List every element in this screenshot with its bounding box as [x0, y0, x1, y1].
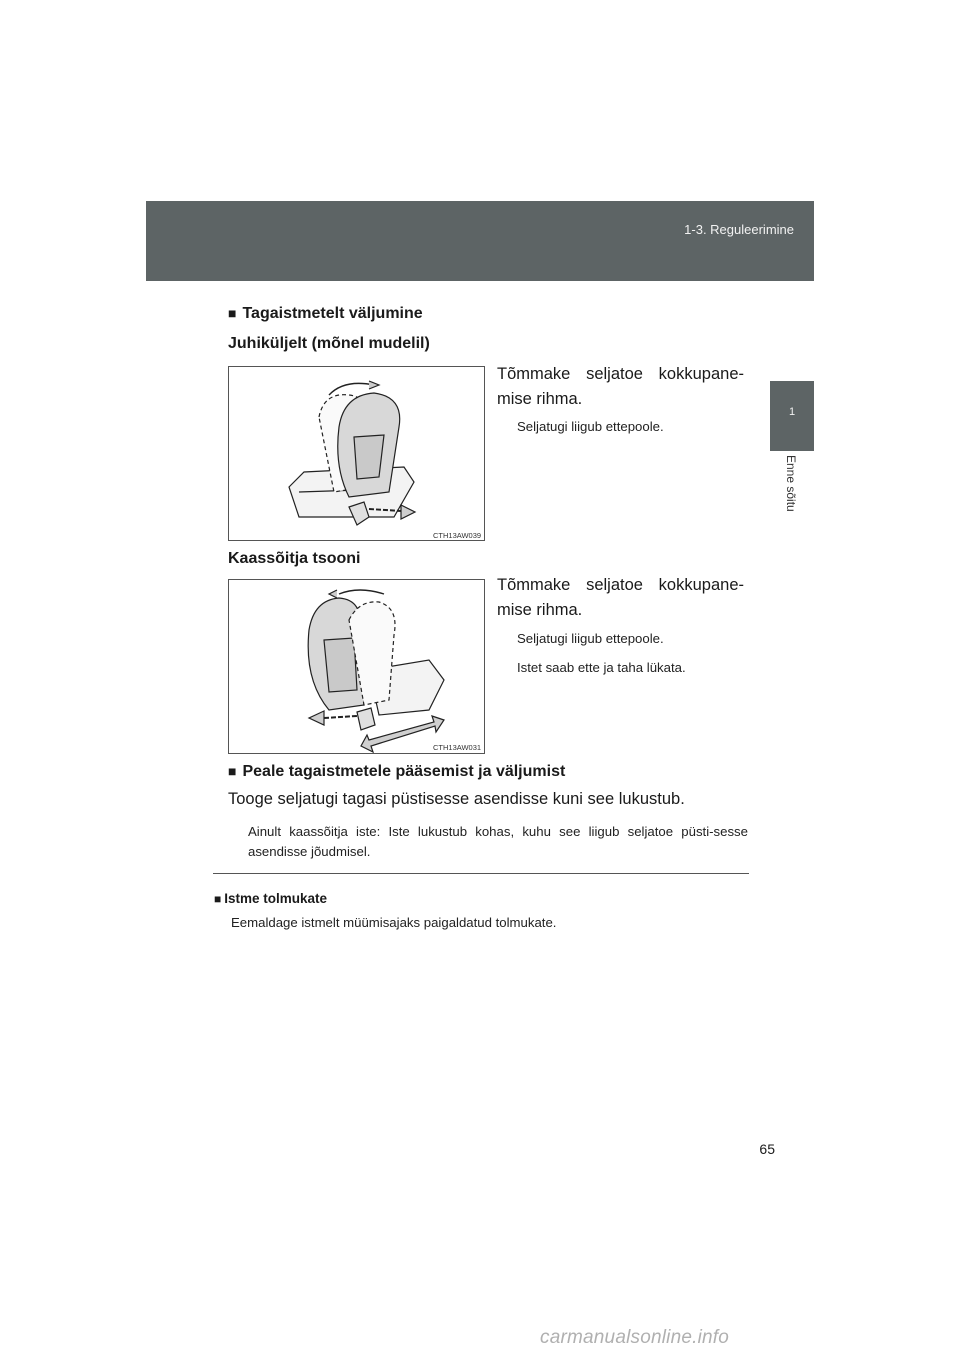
section-heading-text: Tagaistmetelt väljumine	[242, 305, 423, 322]
page-number: 65	[759, 1141, 775, 1157]
section-heading-2	[228, 763, 565, 781]
section-note: Ainult kaassõitja iste: Iste lukustub kohas, kuhu see liigub seljatoe püsti-sesse asendisse jõudmisel.	[248, 824, 748, 859]
divider	[213, 873, 749, 874]
subsection-title-driver: Juhiküljelt (mõnel mudelil)	[228, 335, 430, 352]
step-text-passenger: Tõmmake seljatoe kokkupane-mise rihma.	[497, 576, 744, 619]
note-passenger-2: Istet saab ette ja taha lükata.	[517, 660, 686, 675]
figure-code-driver: CTH13AW039	[433, 531, 482, 540]
square-bullet-icon: ■	[228, 305, 237, 321]
section-heading-1	[228, 305, 423, 323]
figure-passenger-seat	[228, 579, 485, 754]
step-text-driver: Tõmmake seljatoe kokkupane-mise rihma.	[497, 365, 744, 408]
note-passenger-1: Seljatugi liigub ettepoole.	[517, 631, 664, 646]
chapter-title-vertical	[782, 455, 802, 545]
info-body: Eemaldage istmelt müümisajaks paigaldatud tolmukate.	[231, 915, 557, 930]
note-driver: Seljatugi liigub ettepoole.	[517, 419, 664, 434]
info-heading-text: Istme tolmukate	[224, 891, 328, 906]
chapter-number: 1	[788, 406, 796, 418]
subsection-title-passenger: Kaassõitja tsooni	[228, 550, 361, 567]
info-heading	[214, 891, 327, 906]
section-heading-text: Peale tagaistmetele pääsemist ja väljumist	[242, 763, 566, 780]
watermark: carmanualsonline.info	[540, 1327, 730, 1348]
square-bullet-icon: ■	[214, 892, 222, 906]
section-body: Tooge seljatugi tagasi püstisesse asendisse kuni see lukustub.	[228, 790, 685, 808]
section-header: 1-3. Reguleerimine	[684, 222, 794, 237]
figure-code-passenger: CTH13AW031	[433, 743, 482, 752]
seat-illustration-driver	[229, 367, 484, 540]
chapter-title: Enne sõitu	[784, 455, 798, 512]
figure-driver-seat	[228, 366, 485, 541]
header-bar	[146, 201, 814, 281]
seat-illustration-passenger	[229, 580, 484, 753]
square-bullet-icon: ■	[228, 763, 237, 779]
